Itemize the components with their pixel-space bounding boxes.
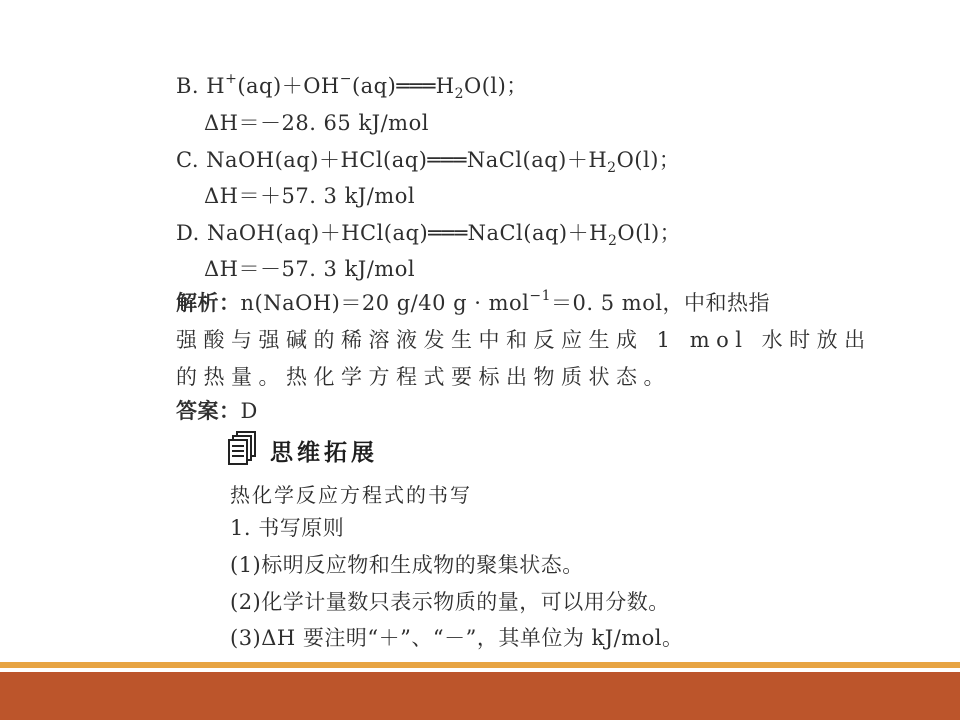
option-d-delta-h: ΔH＝－57. 3 kJ/mol <box>204 257 416 281</box>
answer-value: D <box>240 399 258 423</box>
footer-accent-line <box>0 662 960 668</box>
option-c-equation: C. $NaOH(aq)+HCl(aq)═══NaCl(aq)+H_2O(l)$； <box>176 148 681 176</box>
analysis-line-1: 解析：n(NaOH)＝20 g/40 g · mol$^{-1}$＝0. 5 mol，中和热指 <box>176 288 771 315</box>
extension-title: 思维拓展 <box>270 440 378 466</box>
principle-item-1: (1)标明反应物和生成物的聚集状态。 <box>230 553 584 577</box>
principle-heading: 1. 书写原则 <box>230 516 345 540</box>
option-b-delta-h: ΔH＝－28. 65 kJ/mol <box>204 111 429 135</box>
document-stack-icon <box>228 430 258 466</box>
extension-subtitle: 热化学反应方程式的书写 <box>230 483 472 507</box>
analysis-line-2: 强酸与强碱的稀溶液发生中和反应生成 1 mol 水时放出 <box>176 328 872 352</box>
analysis-label: 解析： <box>176 291 241 315</box>
option-b-equation: B. $H^+(aq)+OH^-(aq)═══H_2O(l)$； <box>176 71 528 102</box>
principle-item-3: (3)ΔH 要注明“＋”、“－”，其单位为 kJ/mol。 <box>230 626 684 650</box>
option-d-equation: D. $NaOH(aq)+HCl(aq)═══NaCl(aq)+H_2O(l)$； <box>176 221 682 249</box>
option-c-delta-h: ΔH＝＋57. 3 kJ/mol <box>204 184 416 208</box>
analysis-line-3: 的热量。热化学方程式要标出物质状态。 <box>176 365 671 389</box>
answer-line <box>176 397 258 425</box>
footer-band <box>0 672 960 720</box>
principle-item-2: (2)化学计量数只表示物质的量，可以用分数。 <box>230 590 670 614</box>
answer-label: 答案： <box>176 399 241 423</box>
